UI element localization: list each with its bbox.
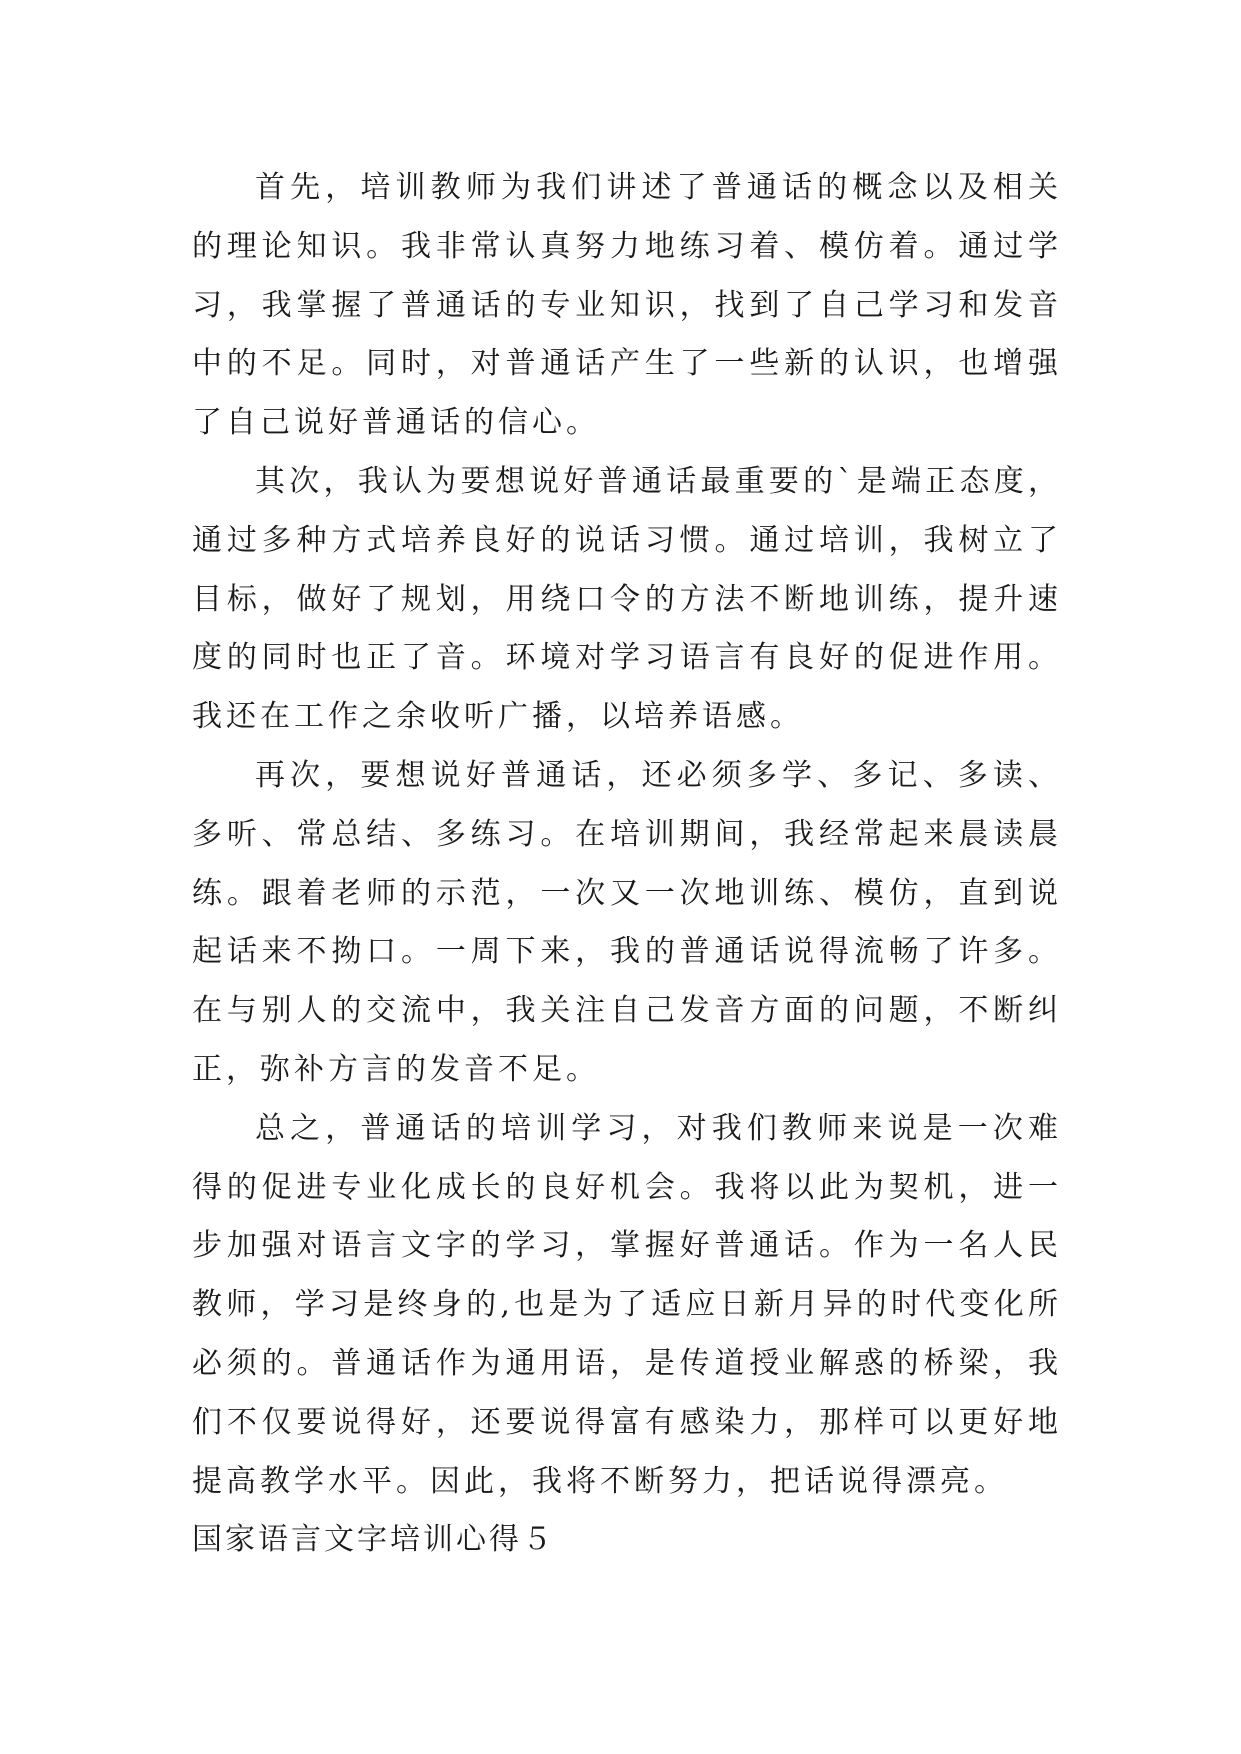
paragraph-2: 其次，我认为要想说好普通话最重要的`是端正态度，通过多种方式培养良好的说话习惯。通过培训，我树立了目标，做好了规划，用绕口令的方法不断地训练，提升速度的同时也正了音。环境对学习语言有良好的促进作用。我还在工作之余收听广播，以培养语感。: [192, 463, 1062, 735]
paragraph-3: 再次，要想说好普通话，还必须多学、多记、多读、多听、常总结、多练习。在培训期间，我经常起来晨读晨练。跟着老师的示范，一次又一次地训练、模仿，直到说起话来不拗口。一周下来，我的普通话说得流畅了许多。在与别人的交流中，我关注自己发音方面的问题，不断纠正，弥补方言的发音不足。: [192, 757, 1062, 1087]
section-heading: 国家语言文字培训心得５: [192, 1522, 555, 1558]
document-body: [192, 159, 1062, 1570]
paragraph-1: 首先，培训教师为我们讲述了普通话的概念以及相关的理论知识。我非常认真努力地练习着、模仿着。通过学习，我掌握了普通话的专业知识，找到了自己学习和发音中的不足。同时，对普通话产生了一些新的认识，也增强了自己说好普通话的信心。: [192, 170, 1062, 441]
paragraph-4: 总之，普通话的培训学习，对我们教师来说是一次难得的促进专业化成长的良好机会。我将以此为契机，进一步加强对语言文字的学习，掌握好普通话。作为一名人民教师，学习是终身的,也是为了适应日新月异的时代变化所必须的。普通话作为通用语，是传道授业解惑的桥梁，我们不仅要说得好，还要说得富有感染力，那样可以更好地提高教学水平。因此，我将不断努力，把话说得漂亮。: [192, 1110, 1062, 1499]
